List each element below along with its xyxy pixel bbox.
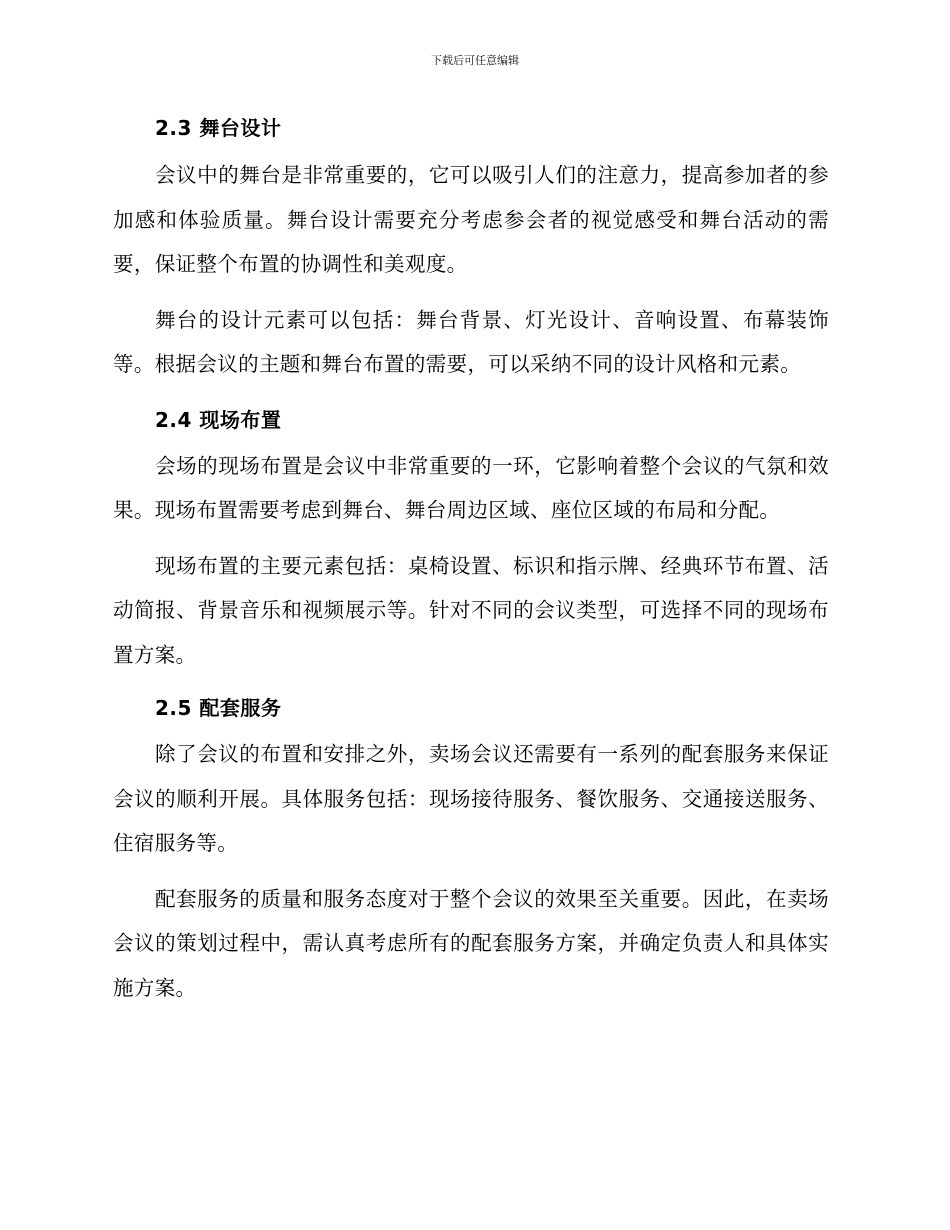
page-header-note: 下载后可任意编辑 (431, 54, 519, 67)
paragraph: 会场的现场布置是会议中非常重要的一环，它影响着整个会议的气氛和效果。现场布置需要考虑到舞台、舞台周边区域、座位区域的布局和分配。 (113, 453, 829, 522)
section-stage-design (113, 104, 829, 387)
paragraph: 会议中的舞台是非常重要的，它可以吸引人们的注意力，提高参加者的参加感和体验质量。舞台设计需要充分考虑参会者的视觉感受和舞台活动的需要，保证整个布置的协调性和美观度。 (113, 163, 829, 276)
section-heading: 2.4 现场布置 (155, 407, 282, 432)
document-body (113, 104, 829, 1021)
section-heading: 2.5 配套服务 (155, 696, 282, 720)
paragraph: 现场布置的主要元素包括：桌椅设置、标识和指示牌、经典环节布置、活动简报、背景音乐和视频展示等。针对不同的会议类型，可选择不同的现场布置方案。 (113, 553, 829, 667)
section-heading: 2.3 舞台设计 (155, 116, 282, 140)
paragraph: 舞台的设计元素可以包括：舞台背景、灯光设计、音响设置、布幕装饰等。根据会议的主题和舞台布置的需要，可以采纳不同的设计风格和元素。 (113, 307, 829, 376)
section-support-services (113, 684, 829, 1010)
paragraph: 除了会议的布置和安排之外，卖场会议还需要有一系列的配套服务来保证会议的顺利开展。具体服务包括：现场接待服务、餐饮服务、交通接送服务、住宿服务等。 (113, 742, 829, 855)
section-venue-layout (113, 396, 829, 678)
paragraph: 配套服务的质量和服务态度对于整个会议的效果至关重要。因此，在卖场会议的策划过程中，需认真考虑所有的配套服务方案，并确定负责人和具体实施方案。 (113, 886, 829, 1000)
